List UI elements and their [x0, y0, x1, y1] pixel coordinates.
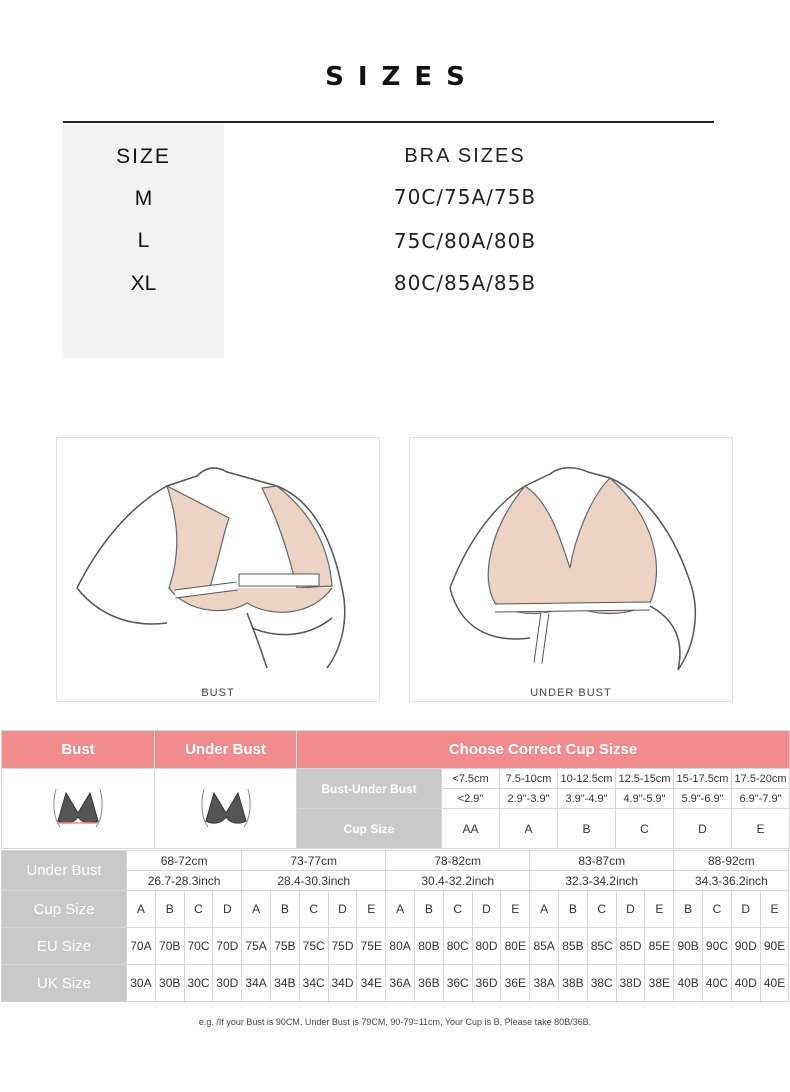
cup-size-cell: C — [184, 891, 213, 928]
diff-inch: 6.9"-7.9" — [732, 789, 790, 809]
eu-size-cell: 90E — [760, 928, 789, 965]
uk-size-cell: 40E — [760, 965, 789, 1002]
diff-cm: 7.5-10cm — [500, 769, 558, 789]
under-bust-range-inch: 34.3-36.2inch — [674, 871, 789, 891]
cup-value: D — [674, 809, 732, 849]
cup-size-cell: A — [127, 891, 156, 928]
diff-inch: 4.9"-5.9" — [616, 789, 674, 809]
uk-size-cell: 30C — [184, 965, 213, 1002]
uk-size-cell: 38D — [616, 965, 645, 1002]
bra-row-xl: 80C/85A/85B — [393, 271, 537, 295]
bra-icon — [48, 779, 108, 835]
eu-size-cell: 80E — [501, 928, 530, 965]
bust-minus-under-bust-label: Bust-Under Bust — [297, 769, 442, 809]
eu-size-cell: 80D — [472, 928, 501, 965]
uk-size-cell: 40B — [674, 965, 703, 1002]
under-bust-bra-thumbnail — [155, 769, 297, 849]
eu-size-cell: 90B — [674, 928, 703, 965]
under-bust-range-cm: 83-87cm — [530, 851, 674, 871]
uk-size-cell: 34A — [242, 965, 271, 1002]
uk-size-cell: 34D — [328, 965, 357, 1002]
uk-size-cell: 40D — [731, 965, 760, 1002]
cup-value: C — [616, 809, 674, 849]
diff-cm: <7.5cm — [442, 769, 500, 789]
cup-size-cell: A — [242, 891, 271, 928]
bra-icon — [196, 779, 256, 835]
cup-size-cell: B — [415, 891, 444, 928]
bra-row-m: 70C/75A/75B — [393, 185, 537, 209]
uk-size-cell: 38C — [587, 965, 616, 1002]
diff-inch: 2.9"-3.9" — [500, 789, 558, 809]
uk-size-cell: 38E — [645, 965, 674, 1002]
cup-size-cell: C — [443, 891, 472, 928]
under-bust-measure-drawing — [410, 438, 734, 688]
cup-value: AA — [442, 809, 500, 849]
uk-size-cell: 36A — [386, 965, 415, 1002]
eu-size-cell: 75C — [299, 928, 328, 965]
eu-size-cell: 75B — [270, 928, 299, 965]
bust-bra-thumbnail — [2, 769, 155, 849]
size-row-m: M — [134, 187, 153, 210]
cup-size-cell: B — [155, 891, 184, 928]
cup-size-cell: D — [731, 891, 760, 928]
eu-size-cell: 85C — [587, 928, 616, 965]
eu-size-cell: 80B — [415, 928, 444, 965]
under-bust-range-cm: 73-77cm — [242, 851, 386, 871]
uk-size-cell: 36D — [472, 965, 501, 1002]
uk-size-cell: 34C — [299, 965, 328, 1002]
eu-size-cell: 85E — [645, 928, 674, 965]
cup-size-cell: A — [530, 891, 559, 928]
choose-cup-header: Choose Correct Cup Sizse — [297, 731, 790, 769]
bra-row-l: 75C/80A/80B — [393, 229, 537, 253]
bust-illustration — [56, 437, 380, 702]
under-bust-range-inch: 32.3-34.2inch — [530, 871, 674, 891]
diff-cm: 10-12.5cm — [558, 769, 616, 789]
under-bust-range-inch: 30.4-32.2inch — [386, 871, 530, 891]
under-bust-range-inch: 28.4-30.3inch — [242, 871, 386, 891]
cup-size-row-label: Cup Size — [2, 891, 127, 928]
diff-inch: 3.9"-4.9" — [558, 789, 616, 809]
uk-size-cell: 34B — [270, 965, 299, 1002]
under-bust-caption: UNDER BUST — [530, 687, 612, 699]
title-divider — [63, 121, 714, 123]
under-bust-range-cm: 68-72cm — [127, 851, 242, 871]
uk-size-cell: 38A — [530, 965, 559, 1002]
under-bust-range-cm: 78-82cm — [386, 851, 530, 871]
eu-size-row-label: EU Size — [2, 928, 127, 965]
cup-value: B — [558, 809, 616, 849]
eu-size-cell: 75A — [242, 928, 271, 965]
cup-size-cell: E — [645, 891, 674, 928]
cup-size-cell: C — [587, 891, 616, 928]
size-row-l: L — [137, 229, 150, 252]
eu-size-cell: 85A — [530, 928, 559, 965]
uk-size-cell: 36E — [501, 965, 530, 1002]
eu-size-cell: 75D — [328, 928, 357, 965]
cup-size-label: Cup Size — [297, 809, 442, 849]
diff-cm: 15-17.5cm — [674, 769, 732, 789]
eu-size-cell: 85D — [616, 928, 645, 965]
cup-size-cell: D — [616, 891, 645, 928]
uk-size-cell: 36B — [415, 965, 444, 1002]
uk-size-cell: 34E — [357, 965, 386, 1002]
cup-size-cell: E — [357, 891, 386, 928]
bust-header: Bust — [2, 731, 155, 769]
bust-caption: BUST — [201, 687, 235, 699]
cup-size-cell: D — [472, 891, 501, 928]
eu-size-cell: 90D — [731, 928, 760, 965]
size-column-header: SIZE — [116, 145, 171, 168]
uk-size-cell: 30B — [155, 965, 184, 1002]
uk-size-cell: 38B — [559, 965, 588, 1002]
uk-size-row-label: UK Size — [2, 965, 127, 1002]
cup-value: A — [500, 809, 558, 849]
eu-size-cell: 75E — [357, 928, 386, 965]
cup-size-chart — [1, 730, 790, 849]
cup-size-cell: D — [213, 891, 242, 928]
uk-size-cell: 40C — [703, 965, 732, 1002]
cup-size-cell: B — [674, 891, 703, 928]
cup-size-cell: B — [559, 891, 588, 928]
uk-size-cell: 30A — [127, 965, 156, 1002]
cup-size-cell: E — [501, 891, 530, 928]
international-size-chart — [1, 850, 789, 1002]
cup-size-cell: D — [328, 891, 357, 928]
diff-cm: 12.5-15cm — [616, 769, 674, 789]
bra-column-header: BRA SIZES — [404, 145, 526, 167]
diff-inch: 5.9"-6.9" — [674, 789, 732, 809]
cup-size-cell: E — [760, 891, 789, 928]
example-footnote: e.g. /If your Bust is 90CM, Under Bust is 79CM, 90-79=11cm, Your Cup is B, Please take 80B/36B. — [198, 1017, 592, 1027]
size-row-xl: XL — [130, 272, 157, 295]
under-bust-header: Under Bust — [155, 731, 297, 769]
eu-size-cell: 80C — [443, 928, 472, 965]
under-bust-illustration — [409, 437, 733, 702]
eu-size-cell: 70C — [184, 928, 213, 965]
under-bust-row-label: Under Bust — [2, 851, 127, 891]
cup-size-cell: A — [386, 891, 415, 928]
eu-size-cell: 90C — [703, 928, 732, 965]
under-bust-range-inch: 26.7-28.3inch — [127, 871, 242, 891]
cup-size-cell: C — [703, 891, 732, 928]
bust-measure-drawing — [57, 438, 381, 688]
cup-size-cell: B — [270, 891, 299, 928]
diff-inch: <2.9" — [442, 789, 500, 809]
page-title: SIZES — [325, 62, 479, 92]
diff-cm: 17.5-20cm — [732, 769, 790, 789]
cup-size-cell: C — [299, 891, 328, 928]
eu-size-cell: 70A — [127, 928, 156, 965]
uk-size-cell: 30D — [213, 965, 242, 1002]
eu-size-cell: 80A — [386, 928, 415, 965]
eu-size-cell: 85B — [559, 928, 588, 965]
cup-value: E — [732, 809, 790, 849]
eu-size-cell: 70B — [155, 928, 184, 965]
under-bust-range-cm: 88-92cm — [674, 851, 789, 871]
eu-size-cell: 70D — [213, 928, 242, 965]
uk-size-cell: 36C — [443, 965, 472, 1002]
